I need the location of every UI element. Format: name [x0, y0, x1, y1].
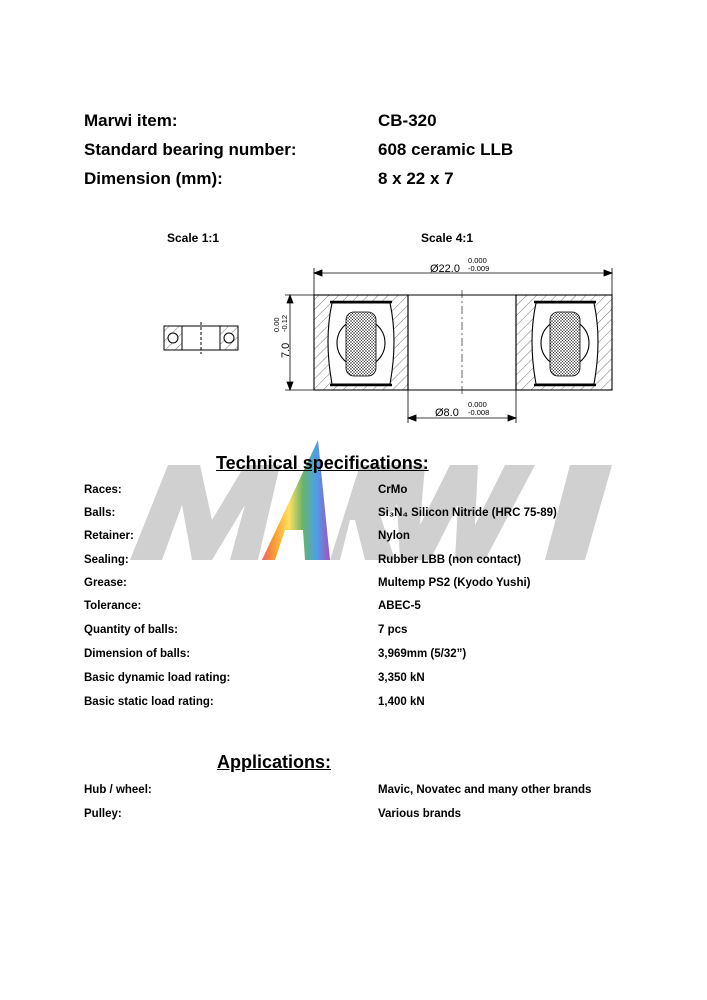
marwi-item-value: CB-320	[378, 111, 437, 130]
spec-row	[84, 624, 644, 642]
spec-row	[84, 577, 644, 595]
spec-label: Quantity of balls:	[84, 624, 178, 636]
spec-label: Retainer:	[84, 530, 134, 542]
large-scale-drawing	[314, 290, 612, 395]
spec-row	[84, 672, 644, 690]
spec-label: Grease:	[84, 577, 127, 589]
application-label: Hub / wheel:	[84, 784, 152, 796]
spec-label: Balls:	[84, 507, 116, 519]
spec-row	[84, 554, 644, 572]
application-value: Various brands	[378, 808, 462, 820]
spec-row	[84, 600, 644, 618]
spec-label: Basic dynamic load rating:	[84, 672, 231, 684]
spec-label: Races:	[84, 484, 122, 496]
technical-specifications-title: Technical specifications:	[216, 453, 429, 473]
spec-value: Si₃N₄ Silicon Nitride (HRC 75-89)	[378, 507, 557, 519]
inner-tol-lower: -0.008	[468, 408, 490, 417]
width-text: 7.0	[280, 342, 292, 358]
spec-value: ABEC-5	[378, 600, 421, 612]
spec-row	[84, 484, 644, 502]
outer-diameter-text: Ø22.0	[430, 263, 460, 275]
bearing-number-label: Standard bearing number:	[84, 140, 297, 159]
dimension-value: 8 x 22 x 7	[378, 169, 454, 188]
application-row	[84, 784, 644, 802]
spec-label: Sealing:	[84, 554, 129, 566]
spec-row	[84, 507, 644, 525]
outer-tol-upper: 0.000	[468, 256, 487, 265]
applications-title: Applications:	[217, 752, 332, 772]
spec-value: 3,350 kN	[378, 672, 425, 684]
inner-diameter-text: Ø8.0	[435, 407, 459, 419]
spec-row	[84, 648, 644, 666]
spec-row	[84, 696, 644, 714]
spec-label: Tolerance:	[84, 600, 142, 612]
width-tol-lower: -0.12	[280, 314, 289, 332]
dimension-label: Dimension (mm):	[84, 169, 223, 188]
spec-row	[84, 530, 644, 548]
width-tol-upper: 0.00	[272, 317, 281, 332]
bearing-number-value: 608 ceramic LLB	[378, 140, 514, 159]
spec-value: 3,969mm (5/32”)	[378, 648, 467, 660]
scale-small-label: Scale 1:1	[167, 231, 220, 245]
spec-label: Basic static load rating:	[84, 696, 214, 708]
application-label: Pulley:	[84, 808, 122, 820]
spec-value: 1,400 kN	[378, 696, 425, 708]
application-value: Mavic, Novatec and many other brands	[378, 784, 592, 796]
spec-value: Multemp PS2 (Kyodo Yushi)	[378, 577, 531, 589]
small-scale-drawing	[164, 322, 238, 354]
spec-value: 7 pcs	[378, 624, 408, 636]
spec-label: Dimension of balls:	[84, 648, 191, 660]
application-row	[84, 808, 644, 826]
inner-tol-upper: 0.000	[468, 400, 487, 409]
spec-value: Rubber LBB (non contact)	[378, 554, 522, 566]
marwi-item-label: Marwi item:	[84, 111, 178, 130]
outer-tol-lower: -0.009	[468, 264, 490, 273]
spec-value: CrMo	[378, 484, 408, 496]
scale-large-label: Scale 4:1	[421, 231, 474, 245]
spec-value: Nylon	[378, 530, 410, 542]
